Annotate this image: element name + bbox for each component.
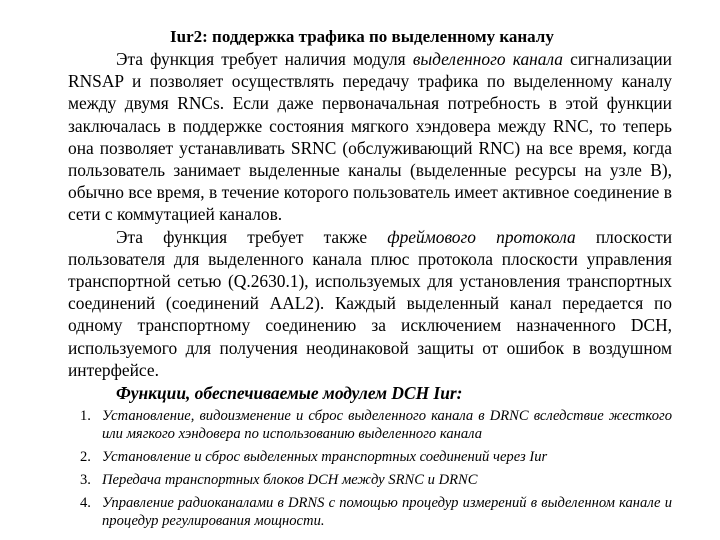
paragraph-1-emphasis: выделенного канала <box>412 49 563 69</box>
list-item-text: Управление радиоканалами в DRNS с помощью процедур измерений в выделенном канале и процедур регулирования мощности. <box>102 495 672 530</box>
paragraph-1-start: Эта функция требует наличия модуля <box>116 49 413 69</box>
list-item-number: 2. <box>80 449 91 466</box>
section-title: Iur2: поддержка трафика по выделенному каналу <box>170 27 554 46</box>
paragraph-2-emphasis: фреймового протокола <box>387 226 576 247</box>
paragraph-1-end: сигнализации RNSAP и позволяет осуществлять передачу трафика по выделенному каналу между двумя RNCs. Если даже первоначальная потребность в этой функции заключалась в поддержке состояния мягкого хэндовера между RNC, то теперь она позволяет устанавливать SRNC (обслуживающий RNC) на все время, когда пользователь занимает выделенные каналы (выделенные ресурсы на узле В), обычно все время, в течение которого пользователь имеет активное соединение в сети с коммутацией каналов. <box>68 49 672 225</box>
paragraph-1 <box>68 48 672 226</box>
list-item-number: 4. <box>80 495 91 512</box>
list-item <box>68 471 672 489</box>
list-item <box>68 448 672 466</box>
list-item-text: Передача транспортных блоков DCH между SRNC и DRNC <box>102 472 478 489</box>
functions-list <box>68 407 672 530</box>
paragraph-2-start: Эта функция требует также <box>116 226 388 247</box>
document-page <box>68 26 672 535</box>
list-item <box>68 407 672 443</box>
list-item-number: 1. <box>80 408 91 425</box>
list-item-number: 3. <box>80 472 91 489</box>
list-item-text: Установление, видоизменение и сброс выделенного канала в DRNC вследствие жесткого или мягкого хэндовера по использованию выделенного канала <box>102 408 672 443</box>
list-item <box>68 494 672 530</box>
paragraph-2 <box>68 226 672 381</box>
paragraph-2-end: плоскости пользователя для выделенного канала плюс протокола плоскости управления транспортной сетью (Q.2630.1), используемых для установления транспортных соединений (соединений AAL2). Каждый выделенный канал передается по одному транспортному соединению за исключением назначенного DCH, используемого для получения неодинаковой защиты от ошибок в воздушном интерфейсе. <box>68 226 672 380</box>
functions-heading: Функции, обеспечиваемые модулем DCH Iur: <box>116 383 463 404</box>
list-item-text: Установление и сброс выделенных транспортных соединений через Iur <box>102 449 548 466</box>
